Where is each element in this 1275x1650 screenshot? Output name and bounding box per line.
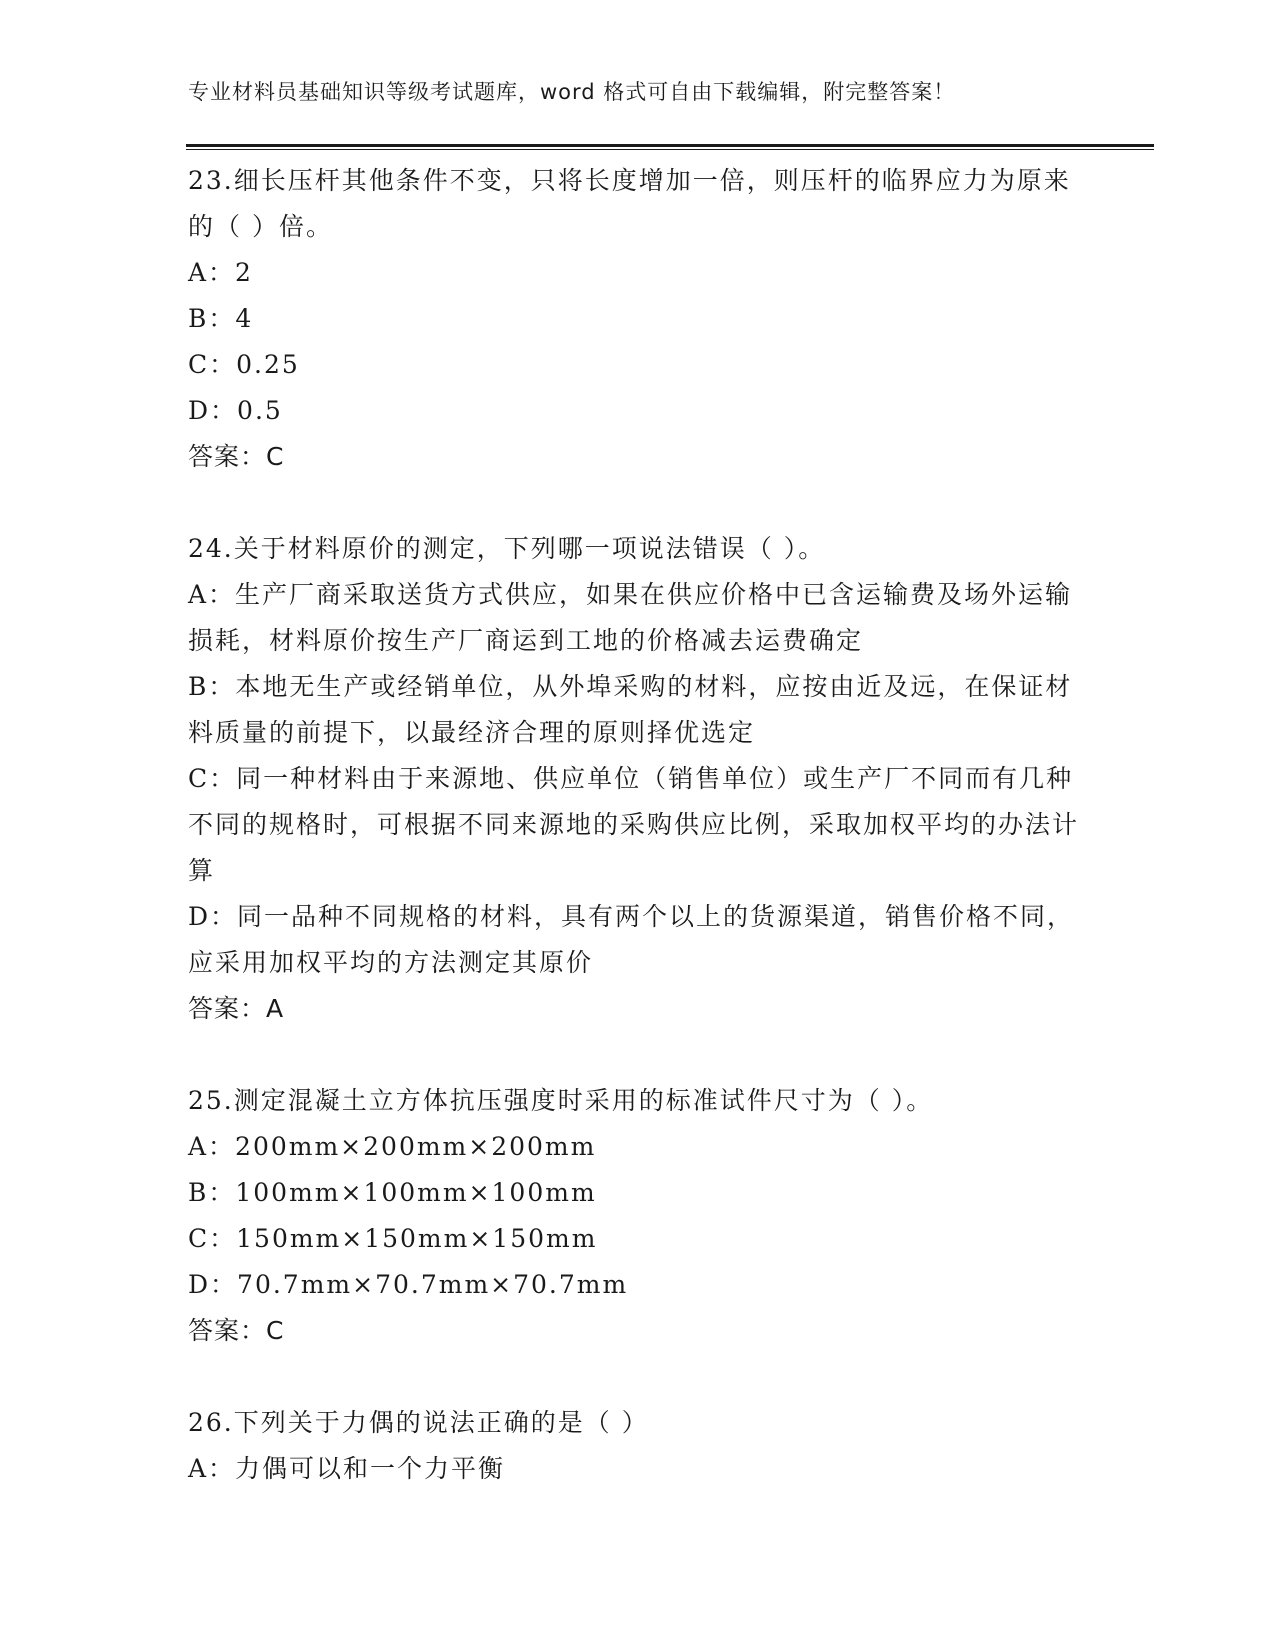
option-a: A：生产厂商采取送货方式供应，如果在供应价格中已含运输费及场外运输损耗，材料原价按生产厂商运到工地的价格减去运费确定 bbox=[188, 580, 1073, 655]
option-c: C：同一种材料由于来源地、供应单位（销售单位）或生产厂不同而有几种不同的规格时，可根据不同来源地的采购供应比例，采取加权平均的办法计算 bbox=[188, 764, 1080, 885]
answer: 答案：C bbox=[188, 1316, 285, 1345]
page-header: 专业材料员基础知识等级考试题库，word 格式可自由下载编辑，附完整答案！ bbox=[188, 80, 956, 104]
answer: 答案：A bbox=[188, 994, 285, 1023]
option-d: D：70.7mm×70.7mm×70.7mm bbox=[188, 1270, 629, 1299]
option-d: D：同一品种不同规格的材料，具有两个以上的货源渠道，销售价格不同，应采用加权平均的方法测定其原价 bbox=[188, 902, 1075, 977]
option-b: B：本地无生产或经销单位，从外埠采购的材料，应按由近及远，在保证材料质量的前提下，以最经济合理的原则择优选定 bbox=[188, 672, 1073, 747]
option-c: C：0.25 bbox=[188, 350, 300, 379]
question-stem: 23.细长压杆其他条件不变，只将长度增加一倍，则压杆的临界应力为原来的（ ）倍。 bbox=[188, 166, 1071, 241]
question-stem: 25.测定混凝土立方体抗压强度时采用的标准试件尺寸为（ ）。 bbox=[188, 1086, 934, 1115]
option-b: B：4 bbox=[188, 304, 254, 333]
header-rule-thin bbox=[186, 149, 1154, 150]
question-25 bbox=[188, 1078, 1088, 1354]
option-a: A：2 bbox=[188, 258, 253, 287]
option-c: C：150mm×150mm×150mm bbox=[188, 1224, 598, 1253]
question-stem: 26.下列关于力偶的说法正确的是（ ） bbox=[188, 1408, 649, 1437]
option-d: D：0.5 bbox=[188, 396, 283, 425]
question-list bbox=[188, 158, 1088, 1538]
question-stem: 24.关于材料原价的测定，下列哪一项说法错误（ ）。 bbox=[188, 534, 826, 563]
question-24 bbox=[188, 526, 1088, 1032]
option-a: A：200mm×200mm×200mm bbox=[188, 1132, 597, 1161]
header-rule-thick bbox=[186, 144, 1154, 147]
option-a: A：力偶可以和一个力平衡 bbox=[188, 1454, 506, 1483]
question-26 bbox=[188, 1400, 1088, 1492]
answer: 答案：C bbox=[188, 442, 285, 471]
question-23 bbox=[188, 158, 1088, 480]
option-b: B：100mm×100mm×100mm bbox=[188, 1178, 597, 1207]
